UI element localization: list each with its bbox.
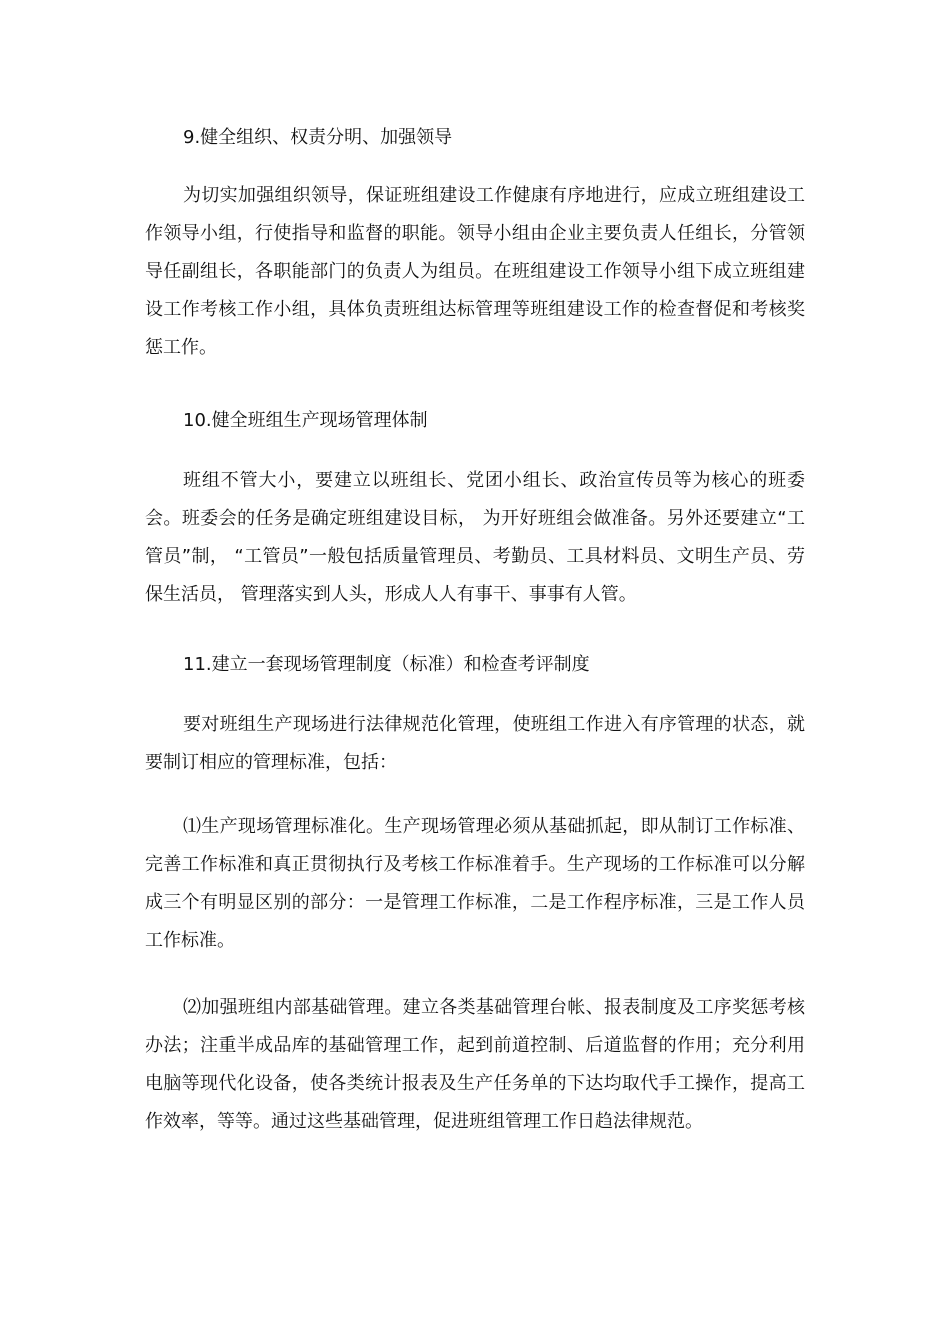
paragraph-organization: 为切实加强组织领导，保证班组建设工作健康有序地进行，应成立班组建设工作领导小组，行使指导和监督的职能。领导小组由企业主要负责人任组长，分管领导任副组长，各职能部门的负责人为组员。在班组建设工作领导小组下成立班组建设工作考核工作小组，具体负责班组达标管理等班组建设工作的检查督促和考核奖惩工作。	[145, 185, 805, 358]
paragraph-team-committee: 班组不管大小，要建立以班组长、党团小组长、政治宣传员等为核心的班委会。班委会的任务是确定班组建设目标， 为开好班组会做准备。另外还要建立“工管员”制， “工管员”一般包括质量管理员、考勤员、工具材料员、文明生产员、劳保生活员， 管理落实到人头，形成人人有事干、事事有人管。	[145, 470, 805, 605]
paragraph-standards-intro: 要对班组生产现场进行法律规范化管理，使班组工作进入有序管理的状态，就要制订相应的管理标准，包括：	[145, 714, 805, 773]
section-heading-9: 9.健全组织、权责分明、加强领导	[183, 127, 453, 148]
paragraph-item-1: ⑴生产现场管理标准化。生产现场管理必须从基础抓起，即从制订工作标准、完善工作标准和真正贯彻执行及考核工作标准着手。生产现场的工作标准可以分解成三个有明显区别的部分：一是管理工作标准，二是工作程序标准，三是工作人员工作标准。	[145, 816, 805, 951]
paragraph-item-2: ⑵加强班组内部基础管理。建立各类基础管理台帐、报表制度及工序奖惩考核办法；注重半成品库的基础管理工作，起到前道控制、后道监督的作用；充分利用电脑等现代化设备，使各类统计报表及生产任务单的下达均取代手工操作，提高工作效率，等等。通过这些基础管理，促进班组管理工作日趋法律规范。	[145, 997, 805, 1132]
section-heading-10: 10.健全班组生产现场管理体制	[183, 410, 428, 431]
section-heading-11: 11.建立一套现场管理制度（标准）和检查考评制度	[183, 654, 590, 675]
